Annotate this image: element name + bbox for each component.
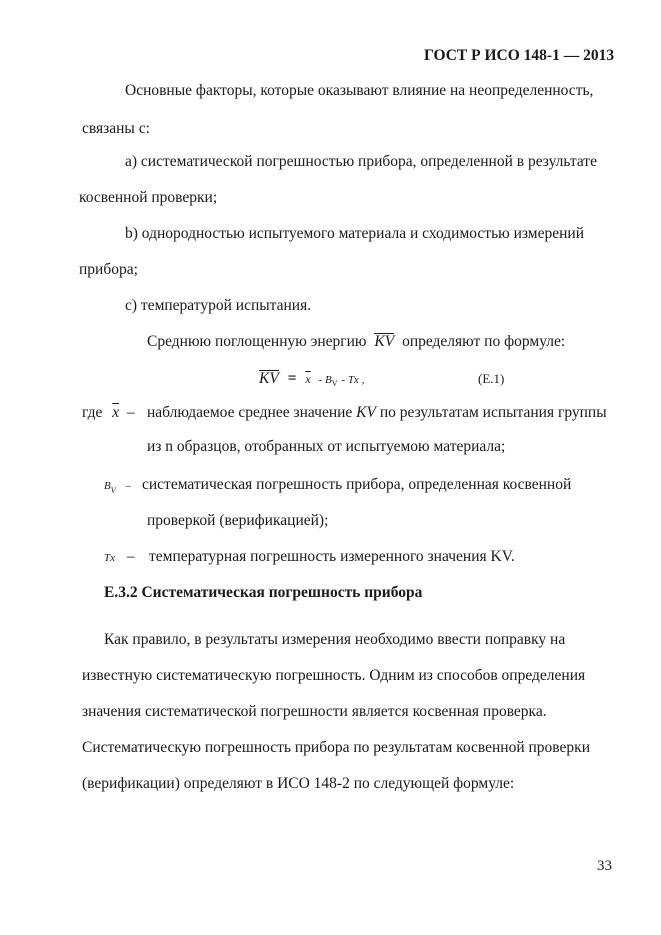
section-heading: Е.3.2 Систематическая погрешность прибора bbox=[104, 584, 423, 601]
body-line: (верификации) определяют в ИСО 148-2 по следующей формуле: bbox=[82, 775, 515, 792]
formula-intro-text-end: определяют по формуле: bbox=[402, 333, 566, 350]
def-x-symbol: $\overline{x}$ bbox=[112, 404, 120, 421]
document-header: ГОСТ Р ИСО 148-1 — 2013 bbox=[424, 47, 615, 64]
body-line: значения систематической погрешности является косвенная проверка. bbox=[82, 703, 547, 720]
formula-minus-b bbox=[318, 374, 338, 389]
body-line: известную систематическую погрешность. Одним из способов определения bbox=[82, 667, 586, 684]
list-item-c: с) температурой испытания. bbox=[125, 297, 312, 314]
def-x-kv: KV bbox=[356, 404, 376, 421]
def-x-dash: – bbox=[127, 404, 135, 421]
formula-sub: V bbox=[331, 379, 338, 389]
formula-b: - B bbox=[318, 374, 332, 386]
def-bv-dash: – bbox=[125, 480, 131, 492]
def-tx bbox=[104, 548, 135, 567]
def-bv-sub: V bbox=[110, 486, 116, 496]
def-bv-text-2: проверкой (верификацией); bbox=[147, 512, 329, 529]
def-x-text bbox=[147, 404, 607, 422]
def-bv bbox=[104, 476, 131, 500]
def-x-text-b: по результатам испытания группы bbox=[379, 404, 607, 421]
def-tx-text: температурная погрешность измеренного значения KV. bbox=[149, 548, 515, 565]
def-tx-dash: – bbox=[126, 548, 135, 565]
kv-symbol: KV bbox=[374, 333, 395, 350]
list-item-a-cont: косвенной проверки; bbox=[79, 189, 218, 206]
formula-x: $\overline{x}$ bbox=[305, 372, 311, 386]
def-bv-text: систематическая погрешность прибора, определенная косвенной bbox=[142, 476, 572, 493]
formula-e1 bbox=[259, 370, 364, 393]
def-x bbox=[82, 404, 135, 422]
list-item-a: а) систематической погрешностью прибора, определенной в результате bbox=[125, 153, 597, 170]
def-tx-symbol: Tx bbox=[104, 552, 115, 564]
paragraph-line: Основные факторы, которые оказывают влияние на неопределенность, bbox=[125, 82, 594, 99]
formula-intro bbox=[147, 333, 565, 351]
formula-eq: = bbox=[287, 370, 297, 387]
formula-number: (Е.1) bbox=[478, 371, 505, 386]
body-line: Как правило, в результаты измерения необходимо ввести поправку на bbox=[104, 631, 566, 648]
def-x-text-a: наблюдаемое среднее значение bbox=[147, 404, 353, 421]
list-item-b-cont: прибора; bbox=[79, 261, 138, 278]
list-item-b: b) однородностью испытуемого материала и сходимостью измерений bbox=[125, 225, 584, 242]
def-where: где bbox=[82, 404, 103, 421]
def-x-text-2: из n образцов, отобранных от испытуемою материала; bbox=[147, 438, 506, 455]
formula-tail: - Tx , bbox=[341, 374, 365, 386]
page-number: 33 bbox=[597, 858, 612, 874]
paragraph-line: связаны с: bbox=[82, 120, 150, 137]
formula-lhs: KV bbox=[259, 370, 279, 387]
formula-intro-text: Среднюю поглощенную энергию bbox=[147, 333, 367, 350]
body-line: Систематическую погрешность прибора по результатам косвенной проверки bbox=[82, 739, 590, 756]
def-bv-symbol: B bbox=[104, 480, 111, 492]
